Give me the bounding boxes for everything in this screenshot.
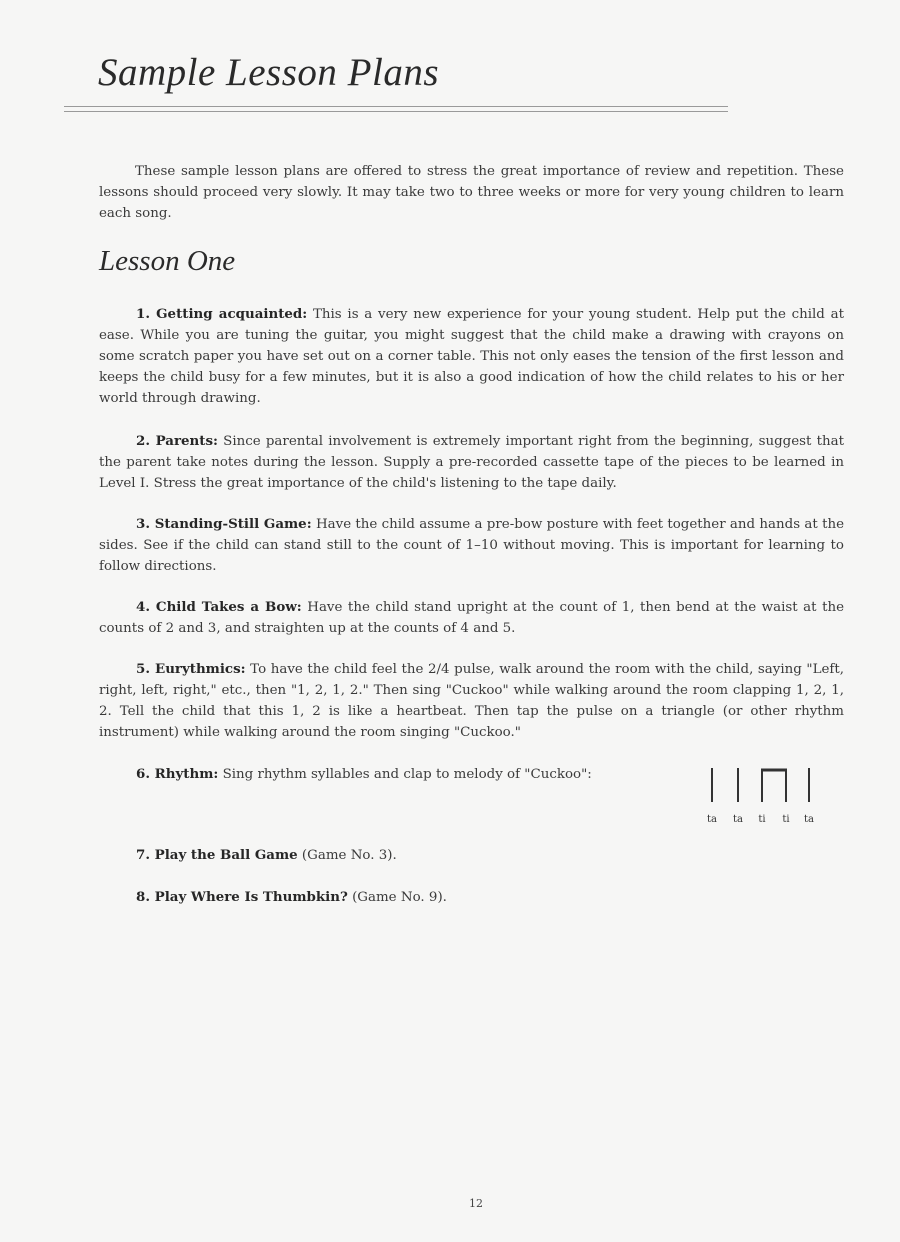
lesson-item-text: (Game No. 9). [347,890,447,905]
rhythm-syllable: ta [707,814,717,825]
lesson-item-text: To have the child feel the 2/4 pulse, walk around the room with the child, saying "Left, right, left, right," etc., then "1, 2, 1, 2." Then sing "Cuckoo" while walking around the room clapping 1, 2, 1, 2. Tell the child that this 1, 2 is like a heartbeat. Then tap the pulse on a triangle (or other rhythm instrument) while walking around the room singing "Cuckoo." [99,662,844,740]
lesson-item-lead: 7. Play the Ball Game [136,847,298,863]
lesson-item-lead: 3. Standing-Still Game: [136,516,312,532]
lesson-item-text: Have the child stand upright at the count of 1, then bend at the waist at the counts of 2 and 3, and straighten up at the counts of 4 and 5. [99,600,844,636]
rhythm-syllable: ti [758,814,766,825]
intro-paragraph [99,161,844,224]
page-number: 12 [469,1197,483,1210]
lesson-item-text: Have the child assume a pre-bow posture with feet together and hands at the sides. See if the child can stand still to the count of 1–10 without moving. This is important for learning to follow directions. [99,517,844,574]
lesson-heading: Lesson One [99,245,236,277]
rhythm-syllable: ti [782,814,790,825]
lesson-item-lead: 1. Getting acquainted: [136,306,308,322]
title-rule-top [64,106,728,107]
rhythm-syllable: ta [733,814,743,825]
lesson-item [99,514,844,577]
lesson-item [99,659,844,743]
lesson-item-lead: 5. Eurythmics: [136,661,246,677]
lesson-item-text: This is a very new experience for your young student. Help put the child at ease. While you are tuning the guitar, you might suggest that the child make a drawing with crayons on some scratch paper you have set out on a corner table. This not only eases the tension of the first lesson and keeps the child busy for a few minutes, but it is also a good indication of how the child relates to his or her world through drawing. [99,307,844,406]
rhythm-notation [700,762,830,828]
lesson-item-lead: 8. Play Where Is Thumbkin? [136,889,348,905]
lesson-item-text: (Game No. 3). [297,848,397,863]
intro-text: These sample lesson plans are offered to stress the great importance of review and repetition. These lessons should proceed very slowly. It may take two to three weeks or more for very young children to learn each song. [99,164,844,221]
lesson-item-lead: 4. Child Takes a Bow: [136,599,302,615]
lesson-item [136,887,696,908]
rhythm-syllable: ta [804,814,814,825]
lesson-item [99,431,844,494]
lesson-item-text: Since parental involvement is extremely important right from the beginning, suggest that the parent take notes during the lesson. Supply a pre-recorded cassette tape of the pieces to be learned in Level I. Stress the great importance of the child's listening to the tape daily. [99,434,844,491]
title-rule-bottom [64,111,728,112]
lesson-item [136,764,696,785]
lesson-item [136,845,696,866]
lesson-item [99,597,844,639]
page-title: Sample Lesson Plans [98,51,439,94]
lesson-item-text: Sing rhythm syllables and clap to melody of "Cuckoo": [218,767,592,782]
lesson-item [99,304,844,409]
lesson-item-lead: 2. Parents: [136,433,218,449]
lesson-item-lead: 6. Rhythm: [136,766,219,782]
